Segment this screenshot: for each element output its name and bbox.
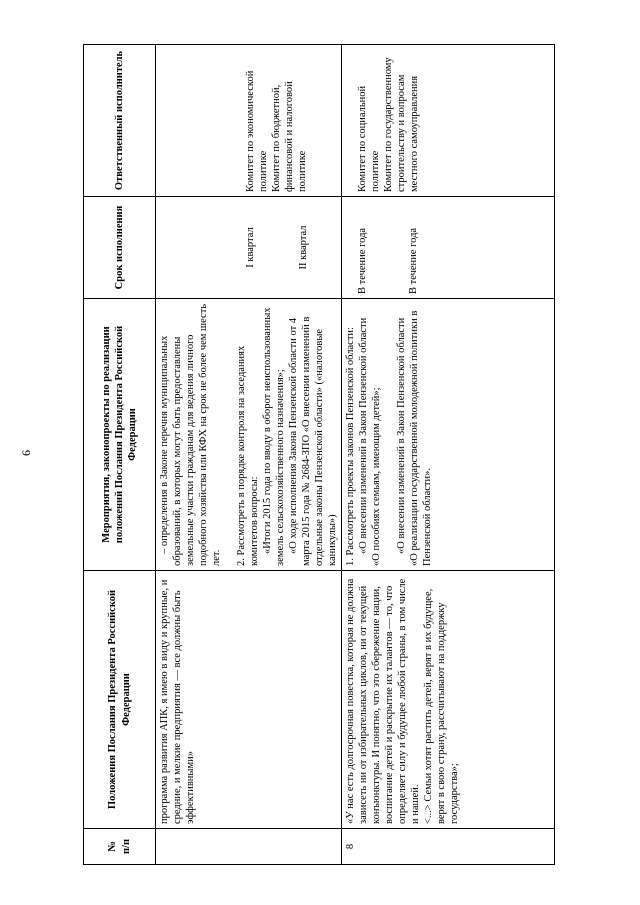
measures-cell [156, 299, 342, 571]
deadline-text: II квартал [298, 225, 310, 270]
responsible-text: Комитет по государственному строительству и вопросам местного самоуправления [383, 57, 421, 192]
deadline-cell [156, 197, 342, 299]
header-row [84, 45, 156, 865]
page-number: 6 [19, 450, 33, 456]
measures-text: «О внесении изменений в Закон Пензенской области «О реализации государственной молодежной политики в Пензенской области». [396, 310, 434, 566]
responsible-text: Комитет по социальной политике [357, 85, 382, 192]
measures-text: «О ходе исполнения Закона Пензенской области от 4 марта 2015 года № 2684-ЗПО «О внесении изменений в отдельные законы Пензенской области» («налоговые каникулы») [288, 316, 339, 566]
measures-text: – определения в Законе перечня муниципальных образований, в которых могут быть предоставлены земельные участки гражданам для ведения личного подобного хозяйства или КФХ на срок не более чем шесть лет. [159, 303, 223, 566]
provision-text: <...> Семьи хотят растить детей, верят в их будущее, верят в свою страну, рассчитывают на поддержку государства»; [423, 588, 461, 824]
responsible-cell [156, 45, 342, 197]
responsible-text: Комитет по бюджетной, финансовой и налоговой политике [271, 81, 309, 192]
provision-text: «У нас есть долгосрочная повестка, которая не должна зависеть ни от избирательных циклов, ни от текущей конъюнктуры. И понятно, что это сбережение нации, воспитание детей и раскрытие их талантов — то, что определяет силу и будущее любой страны, в том числе и нашей. [345, 578, 422, 824]
header-responsible: Ответственный исполнитель [84, 45, 156, 197]
header-measures: Мероприятия, законопроекты по реализации положений Послания Президента Российской Федерации [84, 299, 156, 571]
deadline-text: В течение года [357, 227, 369, 294]
header-deadline: Срок исполнения [84, 197, 156, 299]
row-number: 8 [342, 829, 555, 865]
table-row [342, 45, 555, 865]
provision-text: программа развития АПК, я имею в виду и крупные, и средние, и мелкие предприятия — все должны быть эффективными» [159, 579, 197, 824]
row-number [156, 829, 342, 865]
responsible-text: Комитет по экономической политике [245, 70, 270, 192]
header-num: № п/п [84, 829, 156, 865]
measures-cell [342, 299, 555, 571]
provision-cell [156, 571, 342, 829]
measures-text: 1. Рассмотреть проекты законов Пензенской области: [345, 327, 357, 566]
provision-cell [342, 571, 555, 829]
deadline-text: I квартал [245, 227, 256, 268]
header-provision: Положения Послания Президента Российской Федерации [84, 571, 156, 829]
responsible-cell [342, 45, 555, 197]
measures-table [83, 44, 555, 865]
deadline-text: В течение года [408, 227, 420, 294]
table-row [156, 45, 342, 865]
measures-text: 2. Рассмотреть в порядке контроля на заседаниях комитетов вопросы: [236, 345, 261, 566]
measures-text: «О внесении изменений в Закон Пензенской области «О пособиях семьям, имеющим детей»; [358, 317, 383, 566]
table-rotator [83, 45, 555, 865]
deadline-cell [342, 197, 555, 299]
measures-text: «Итоги 2015 года по вводу в оборот неиспользованных земель сельскохозяйственного назначения»; [262, 307, 287, 566]
